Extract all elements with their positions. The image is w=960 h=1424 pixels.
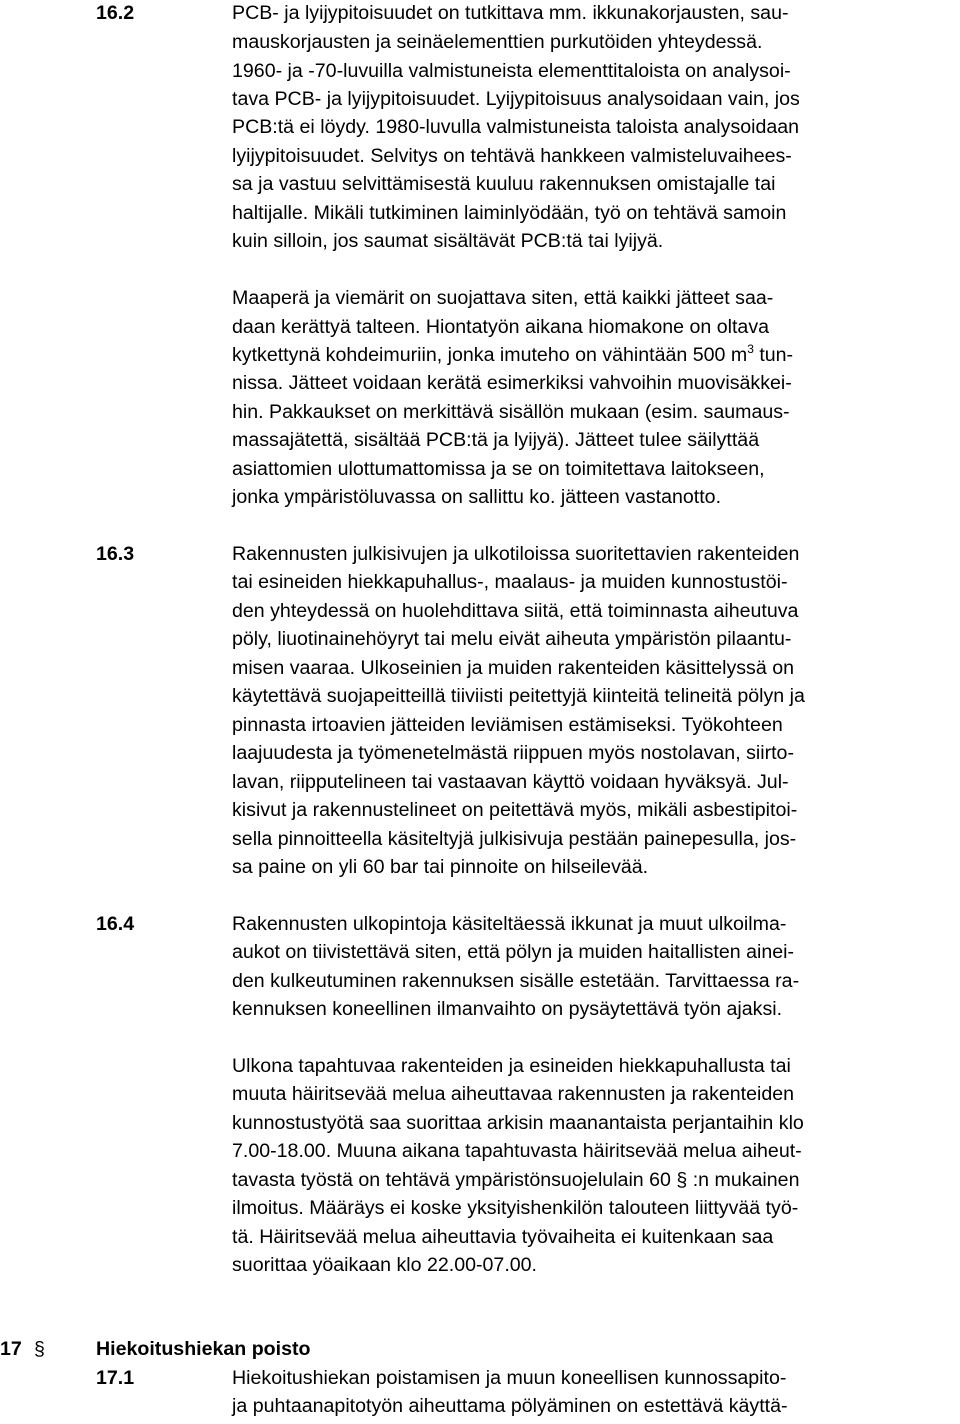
text-line: kuin silloin, jos saumat sisältävät PCB:tä tai lyijyä. (232, 230, 664, 252)
text-line: Rakennusten ulkopintoja käsiteltäessä ikkunat ja muut ulkoilma- (232, 913, 787, 935)
text-line: ja puhtaanapitotyön aiheuttama pölyäminen on estettävä käyttä- (232, 1395, 788, 1417)
text-line: lavan, riipputelineen tai vastaavan käyttö voidaan hyväksyä. Jul- (232, 771, 789, 793)
text-line: Maaperä ja viemärit on suojattava siten, että kaikki jätteet saa- (232, 287, 774, 309)
text-line: Hiekoitushiekan poistamisen ja muun koneellisen kunnossapito- (232, 1367, 787, 1389)
text-line: tä. Häiritsevää melua aiheuttavia työvaiheita ei kuitenkaan saa (232, 1226, 774, 1248)
text-line: den kulkeutuminen rakennuksen sisälle estetään. Tarvittaessa ra- (232, 970, 800, 992)
chapter-heading-17 (0, 1340, 600, 1364)
text-line: Ulkona tapahtuvaa rakenteiden ja esineiden hiekkapuhallusta tai (232, 1055, 791, 1077)
text-line: tai esineiden hiekkapuhallus-, maalaus- ja muiden kunnostustöi- (232, 571, 788, 593)
text-line: haltijalle. Mikäli tutkiminen laiminlyödään, työ on tehtävä samoin (232, 202, 787, 224)
text-line (232, 342, 794, 366)
text-line: tavasta työstä on tehtävä ympäristönsuojelulain 60 § :n mukainen (232, 1169, 800, 1191)
text-line: muuta häiritsevää melua aiheuttavaa rakennusten ja rakenteiden (232, 1083, 795, 1105)
text-line: asiattomien ulottumattomissa ja se on toimitettava laitokseen, (232, 458, 765, 480)
chapter-title: Hiekoitushiekan poisto (96, 1338, 311, 1360)
chapter-number: 17 (0, 1338, 22, 1360)
text-line: daan kerättyä talteen. Hiontatyön aikana hiomakone on oltava (232, 316, 770, 338)
text-line: PCB- ja lyijypitoisuudet on tutkittava mm. ikkunakorjausten, sau- (232, 2, 789, 24)
text-line: kunnostustyötä saa suorittaa arkisin maanantaista perjantaihin klo (232, 1112, 804, 1134)
text-line: kennuksen koneellinen ilmanvaihto on pysäytettävä työn ajaksi. (232, 998, 783, 1020)
text-line: mauskorjausten ja seinäelementtien purkutöiden yhteydessä. (232, 31, 763, 53)
text-segment: tun- (753, 344, 794, 366)
text-line: sella pinnoitteella käsiteltyjä julkisivuja pestään painepesulla, jos- (232, 828, 797, 850)
text-line: ilmoitus. Määräys ei koske yksityishenkilön talouteen liittyvää työ- (232, 1197, 799, 1219)
text-line: sa ja vastuu selvittämisestä kuuluu rakennuksen omistajalle tai (232, 173, 776, 195)
text-line: kisivut ja rakennustelineet on peitettävä myös, mikäli asbestipitoi- (232, 799, 798, 821)
text-line: sa paine on yli 60 bar tai pinnoite on hilseilevää. (232, 856, 649, 878)
section-symbol: § (34, 1338, 45, 1360)
text-line: käytettävä suojapeitteillä tiiviisti peitettyjä kiinteitä telineitä pölyn ja (232, 685, 805, 707)
text-line: nissa. Jätteet voidaan kerätä esimerkiksi vahvoihin muovisäkkei- (232, 372, 792, 394)
text-line: den yhteydessä on huolehdittava siitä, että toiminnasta aiheutuva (232, 600, 799, 622)
text-line: 7.00-18.00. Muuna aikana tapahtuvasta häiritsevää melua aiheut- (232, 1140, 802, 1162)
text-line: suorittaa yöaikaan klo 22.00-07.00. (232, 1254, 537, 1276)
text-line: tava PCB- ja lyijypitoisuudet. Lyijypitoisuus analysoidaan vain, jos (232, 88, 800, 110)
text-line: pöly, liuotinainehöyryt tai melu eivät aiheuta ympäristön pilaantu- (232, 628, 792, 650)
text-line: pinnasta irtoavien jätteiden leviämisen estämiseksi. Työkohteen (232, 714, 783, 736)
text-line: jonka ympäristöluvassa on sallittu ko. jätteen vastanotto. (232, 486, 722, 508)
section-number-16-2: 16.2 (96, 2, 135, 24)
section-number-16-4: 16.4 (96, 913, 135, 935)
text-line: Rakennusten julkisivujen ja ulkotiloissa suoritettavien rakenteiden (232, 543, 800, 565)
superscript: 3 (747, 342, 754, 356)
text-line: 1960- ja -70-luvuilla valmistuneista elementtitaloista on analysoi- (232, 60, 791, 82)
section-number-17-1: 17.1 (96, 1367, 135, 1389)
text-line: massajätettä, sisältää PCB:tä ja lyijyä). Jätteet tulee säilyttää (232, 429, 760, 451)
text-line: misen vaaraa. Ulkoseinien ja muiden rakenteiden käsittelyssä on (232, 657, 794, 679)
text-line: PCB:tä ei löydy. 1980-luvulla valmistuneista taloista analysoidaan (232, 116, 800, 138)
text-line: laajuudesta ja työmenetelmästä riippuen myös nostolavan, siirto- (232, 742, 794, 764)
text-line: aukot on tiivistettävä siten, että pölyn ja muiden haitallisten ainei- (232, 941, 795, 963)
text-line: hin. Pakkaukset on merkittävä sisällön mukaan (esim. saumaus- (232, 401, 790, 423)
text-line: lyijypitoisuudet. Selvitys on tehtävä hankkeen valmisteluvaihees- (232, 145, 792, 167)
text-segment: kytkettynä kohdeimuriin, jonka imuteho on vähintään 500 m (232, 344, 748, 366)
section-number-16-3: 16.3 (96, 543, 135, 565)
